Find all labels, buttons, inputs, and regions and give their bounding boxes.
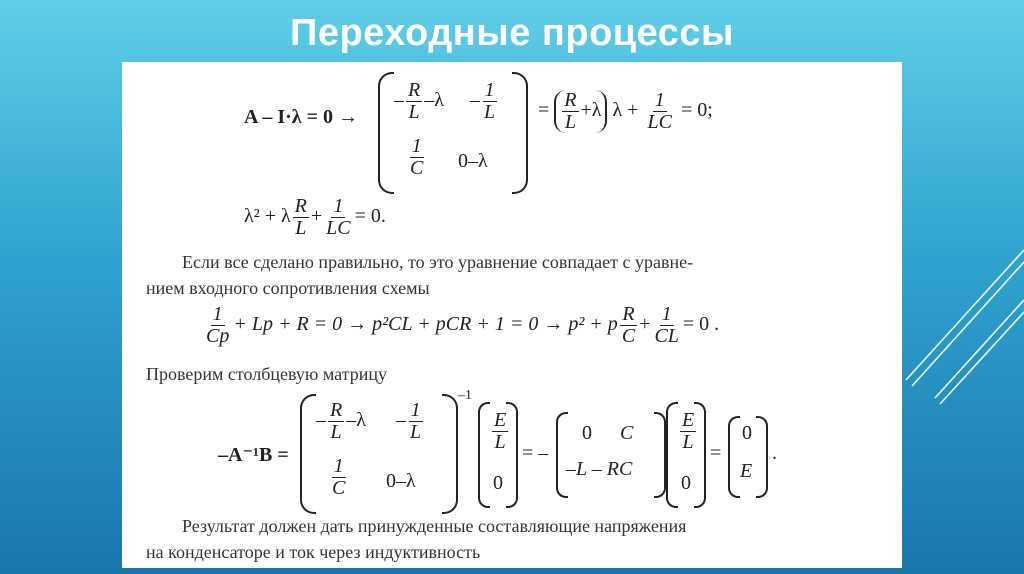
left-paren (556, 412, 568, 498)
eq4-eq-2: = (710, 442, 722, 464)
m12: – $\frac{1}{L}$ (470, 79, 496, 123)
right-paren (512, 72, 528, 194)
m12: – $\frac{1}{L}$ (396, 399, 422, 443)
right-paren (442, 394, 458, 514)
m21: $\frac{1}{C}$ (410, 135, 424, 179)
right-paren (756, 416, 768, 498)
eq1-matrix (378, 72, 528, 192)
vec2-bottom: 0 (681, 472, 691, 494)
paragraph-1-line-2: нием входного сопротивления схемы (146, 278, 430, 298)
right-paren (654, 412, 666, 498)
vec2-frac: $\frac{E}{L}$ (682, 409, 695, 453)
m2-a: 0 (582, 422, 592, 444)
m22: 0–λ (386, 470, 416, 492)
eq2: λ² + λ $\frac{R}{L}$ + $\frac{1}{LC}$ = 0. (244, 195, 386, 239)
m2-c: –L – RC (566, 458, 633, 480)
paragraph-2: Проверим столбцевую матрицу (146, 364, 388, 384)
eq4-matrix (300, 394, 458, 512)
res-bottom: E (740, 460, 753, 482)
eq1-lhs: A – I·λ = 0 → (244, 106, 359, 128)
paragraph-1-line-1: Если все сделано правильно, то это уравнение совпадает с уравне- (182, 252, 694, 272)
eq4-matrix-2 (556, 412, 666, 496)
m22: 0–λ (458, 150, 488, 172)
eq4-inverse-sup: –1 (458, 388, 472, 403)
vec1-frac: $\frac{E}{L}$ (494, 409, 507, 453)
vec1-bottom: 0 (493, 472, 503, 494)
eq4-vector-1 (478, 402, 518, 506)
eq3: $\frac{1}{Cp}$ + Lp + R = 0 → p²CL + pCR + 1 = 0 → p² + p $\frac{R}{C}$ + $\frac{1}{CL}$ = 0 . (206, 303, 720, 347)
eq4-lhs: –A⁻¹B = (218, 444, 289, 466)
eq1-rhs: = $\frac{R}{L}$ +λ λ + $\frac{1}{LC}$ = 0; (538, 89, 713, 133)
left-paren (666, 402, 678, 508)
left-paren (478, 402, 490, 508)
eq4-end: . (772, 442, 777, 464)
paragraph-3-line-2: на конденсаторе и ток через индуктивность (146, 542, 481, 562)
m21: $\frac{1}{C}$ (332, 455, 346, 499)
m11: – $\frac{R}{L}$ –λ (394, 79, 444, 123)
slide-title: Переходные процессы (290, 12, 734, 54)
paragraph-3-line-1: Результат должен дать принужденные составляющие напряжения (182, 516, 687, 536)
m11: – $\frac{R}{L}$ –λ (316, 399, 366, 443)
res-top: 0 (742, 422, 752, 444)
left-paren (378, 72, 394, 194)
eq4-eq: = – (522, 442, 549, 464)
content-panel (122, 62, 902, 568)
left-paren (300, 394, 316, 514)
m2-b: C (620, 422, 634, 444)
eq4-result (728, 416, 768, 496)
eq1-rhs-paren: $\frac{R}{L}$ +λ (554, 90, 607, 133)
eq4-vector-2 (666, 402, 706, 506)
left-paren (728, 416, 740, 498)
